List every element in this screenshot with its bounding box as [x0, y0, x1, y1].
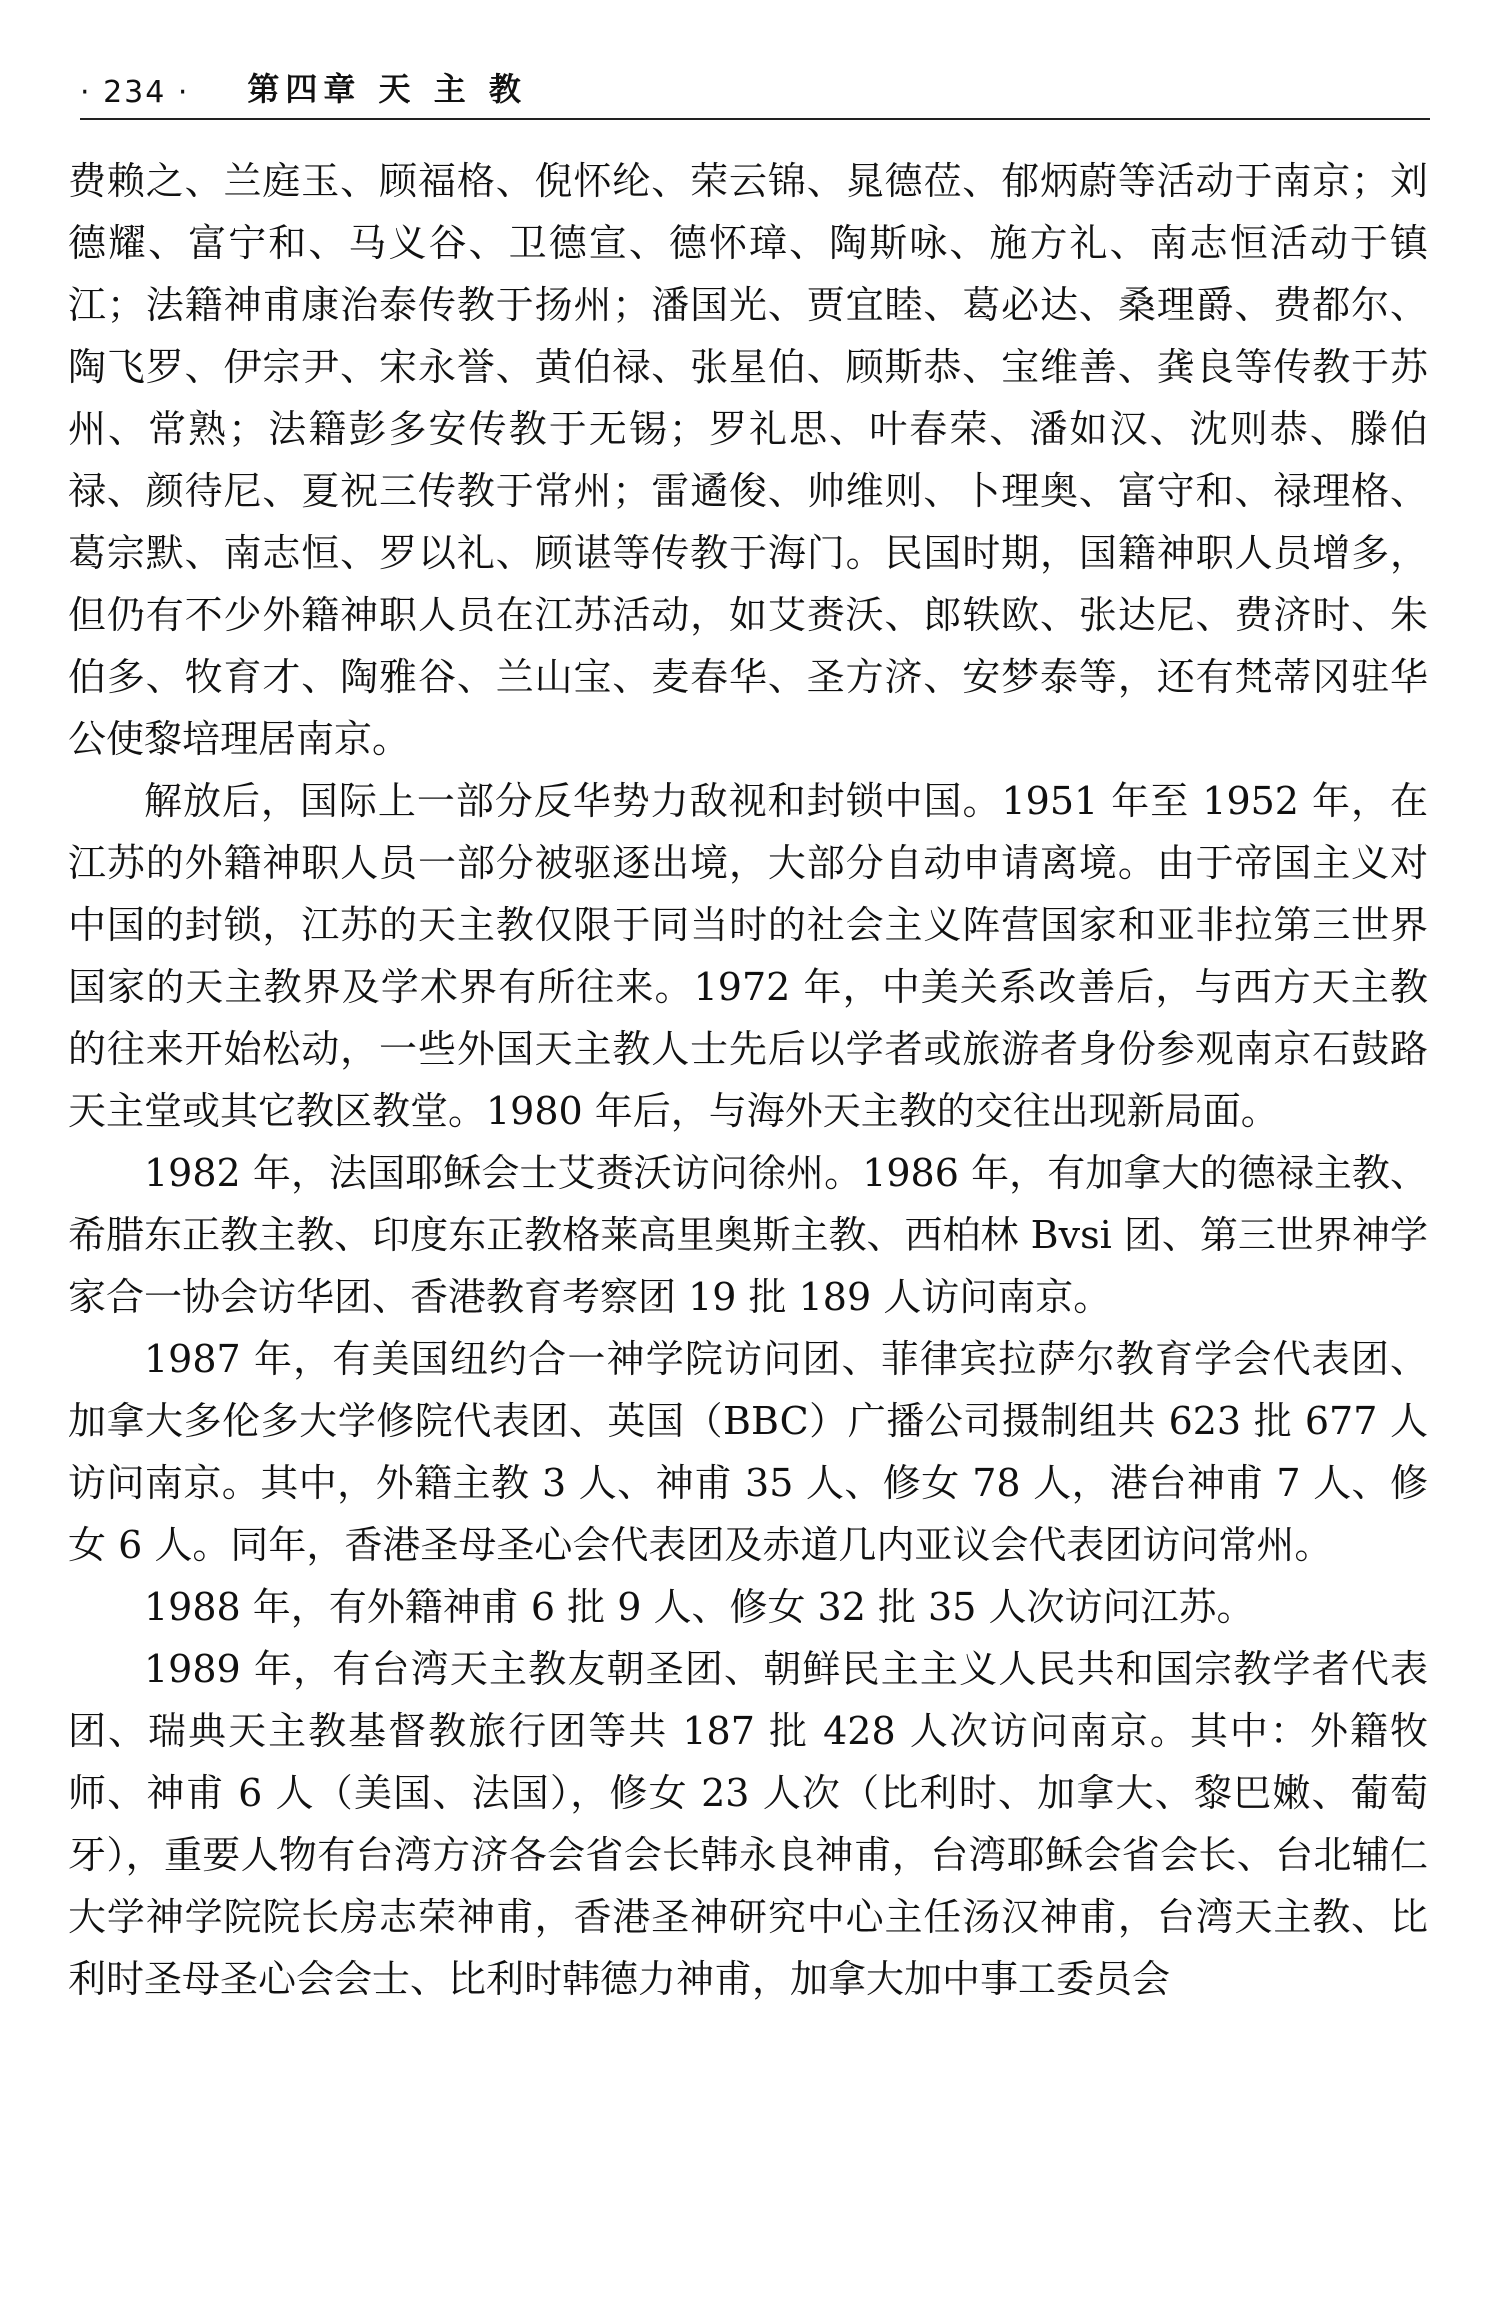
- body-text: [68, 150, 1428, 2010]
- paragraph: 1987 年，有美国纽约合一神学院访问团、菲律宾拉萨尔教育学会代表团、加拿大多伦多大学修院代表团、英国（BBC）广播公司摄制组共 623 批 677 人访问南京。其中，外籍主教 3 人、神甫 35 人、修女 78 人，港台神甫 7 人、修女 6 人。同年，香港圣母圣心会代表团及赤道几内亚议会代表团访问常州。: [68, 1337, 1428, 1567]
- paragraph: 1982 年，法国耶稣会士艾赉沃访问徐州。1986 年，有加拿大的德禄主教、希腊东正教主教、印度东正教格莱高里奥斯主教、西柏林 Bvsi 团、第三世界神学家合一协会访华团、香港教育考察团 19 批 189 人访问南京。: [68, 1151, 1428, 1319]
- paragraph: 1989 年，有台湾天主教友朝圣团、朝鲜民主主义人民共和国宗教学者代表团、瑞典天主教基督教旅行团等共 187 批 428 人次访问南京。其中：外籍牧师、神甫 6 人（美国、法国），修女 23 人次（比利时、加拿大、黎巴嫩、葡萄牙），重要人物有台湾方济各会省会长韩永良神甫，台湾耶稣会省会长、台北辅仁大学神学院院长房志荣神甫，香港圣神研究中心主任汤汉神甫，台湾天主教、比利时圣母圣心会会士、比利时韩德力神甫，加拿大加中事工委员会: [68, 1647, 1428, 2001]
- page-header: [80, 62, 1430, 120]
- paragraph: 1988 年，有外籍神甫 6 批 9 人、修女 32 批 35 人次访问江苏。: [144, 1585, 1255, 1629]
- chapter-title: 第四章 天 主 教: [247, 70, 527, 108]
- page-number: · 234 ·: [80, 75, 190, 110]
- paragraph-continued: 费赖之、兰庭玉、顾福格、倪怀纶、荣云锦、晁德莅、郁炳蔚等活动于南京；刘德耀、富宁和、马义谷、卫德宣、德怀璋、陶斯咏、施方礼、南志恒活动于镇江；法籍神甫康治泰传教于扬州；潘国光、贾宜睦、葛必达、桑理爵、费都尔、陶飞罗、伊宗尹、宋永誉、黄伯禄、张星伯、顾斯恭、宝维善、龚良等传教于苏州、常熟；法籍彭多安传教于无锡；罗礼思、叶春荣、潘如汉、沈则恭、滕伯禄、颜待尼、夏祝三传教于常州；雷遹俊、帅维则、卜理奥、富守和、禄理格、葛宗默、南志恒、罗以礼、顾谌等传教于海门。民国时期，国籍神职人员增多，但仍有不少外籍神职人员在江苏活动，如艾赉沃、郎轶欧、张达尼、费济时、朱伯多、牧育才、陶雅谷、兰山宝、麦春华、圣方济、安梦泰等，还有梵蒂冈驻华公使黎培理居南京。: [68, 159, 1428, 761]
- paragraph: 解放后，国际上一部分反华势力敌视和封锁中国。1951 年至 1952 年，在江苏的外籍神职人员一部分被驱逐出境，大部分自动申请离境。由于帝国主义对中国的封锁，江苏的天主教仅限于同当时的社会主义阵营国家和亚非拉第三世界国家的天主教界及学术界有所往来。1972 年，中美关系改善后，与西方天主教的往来开始松动，一些外国天主教人士先后以学者或旅游者身份参观南京石鼓路天主堂或其它教区教堂。1980 年后，与海外天主教的交往出现新局面。: [68, 779, 1428, 1133]
